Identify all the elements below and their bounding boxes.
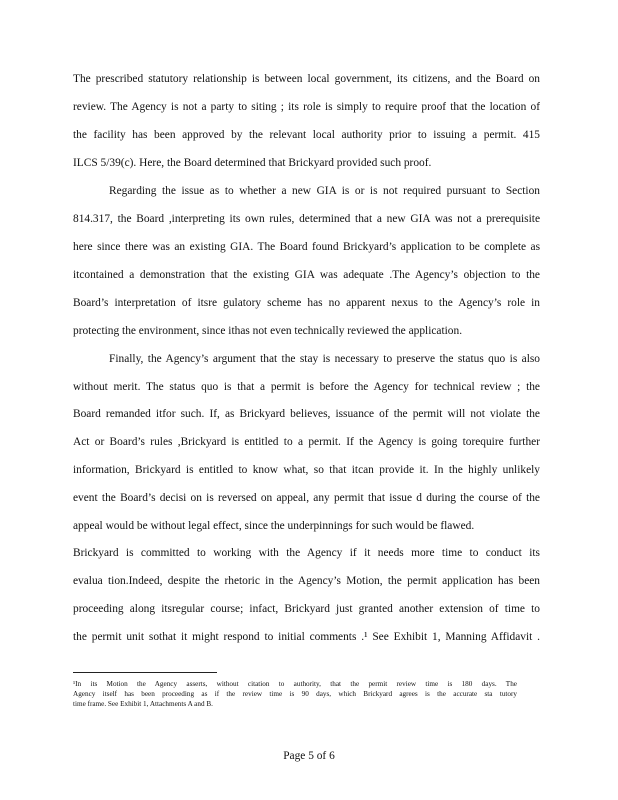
body-text-line: review. The Agency is not a party to siting ; its role is simply to require proof that the location of [73, 101, 540, 113]
body-text-line: information, Brickyard is entitled to know what, so that itcan provide it. In the highly unlikely [73, 464, 540, 476]
footnote-separator [73, 672, 217, 673]
body-text-line: Act or Board’s rules ,Brickyard is entitled to a permit. If the Agency is going torequire further [73, 436, 540, 448]
body-text-line: protecting the environment, since ithas not even technically reviewed the application. [73, 325, 463, 337]
page-number: Page 5 of 6 [283, 750, 335, 762]
body-text-line: Board’s interpretation of itsre gulatory scheme has no apparent nexus to the Agency’s role in [73, 297, 540, 309]
body-text-line: Regarding the issue as to whether a new GIA is or is not required pursuant to Section [109, 185, 540, 197]
footnote-line: time frame. See Exhibit 1, Attachments A and B. [73, 700, 213, 708]
body-text-line: without merit. The status quo is that a permit is before the Agency for technical review ; the [73, 381, 540, 393]
body-text-line: itcontained a demonstration that the existing GIA was adequate .The Agency’s objection to the [73, 269, 540, 281]
body-text-line: Brickyard is committed to working with the Agency if it needs more time to conduct its [73, 547, 540, 559]
body-text-line: the facility has been approved by the relevant local authority prior to issuing a permit. 415 [73, 129, 540, 141]
body-text-line: proceeding along itsregular course; infact, Brickyard just granted another extension of time to [73, 603, 540, 615]
body-text-line: the permit unit sothat it might respond to initial comments .¹ See Exhibit 1, Manning Affidavit . [73, 631, 540, 643]
body-text-line: here since there was an existing GIA. The Board found Brickyard’s application to be complete as [73, 241, 540, 253]
body-text-line: Board remanded itfor such. If, as Brickyard believes, issuance of the permit will not violate the [73, 408, 540, 420]
body-text-line: 814.317, the Board ,interpreting its own rules, determined that a new GIA was not a prerequisite [73, 213, 540, 225]
body-text-line: Finally, the Agency’s argument that the stay is necessary to preserve the status quo is also [109, 353, 540, 365]
body-text-line: evalua tion.Indeed, despite the rhetoric in the Agency’s Motion, the permit application has been [73, 575, 540, 587]
body-text-line: appeal would be without legal effect, since the underpinnings for such would be flawed. [73, 520, 475, 532]
body-text-line: The prescribed statutory relationship is between local government, its citizens, and the Board on [73, 73, 540, 85]
footnote-line: ¹In its Motion the Agency asserts, without citation to authority, that the permit review time is 180 days. The [73, 680, 517, 688]
body-text-line: ILCS 5/39(c). Here, the Board determined that Brickyard provided such proof. [73, 157, 432, 169]
body-text-line: event the Board’s decisi on is reversed on appeal, any permit that issue d during the course of the [73, 492, 540, 504]
footnote-line: Agency itself has been proceeding as if the review time is 90 days, which Brickyard agrees is the accurate sta tutory [73, 690, 517, 698]
